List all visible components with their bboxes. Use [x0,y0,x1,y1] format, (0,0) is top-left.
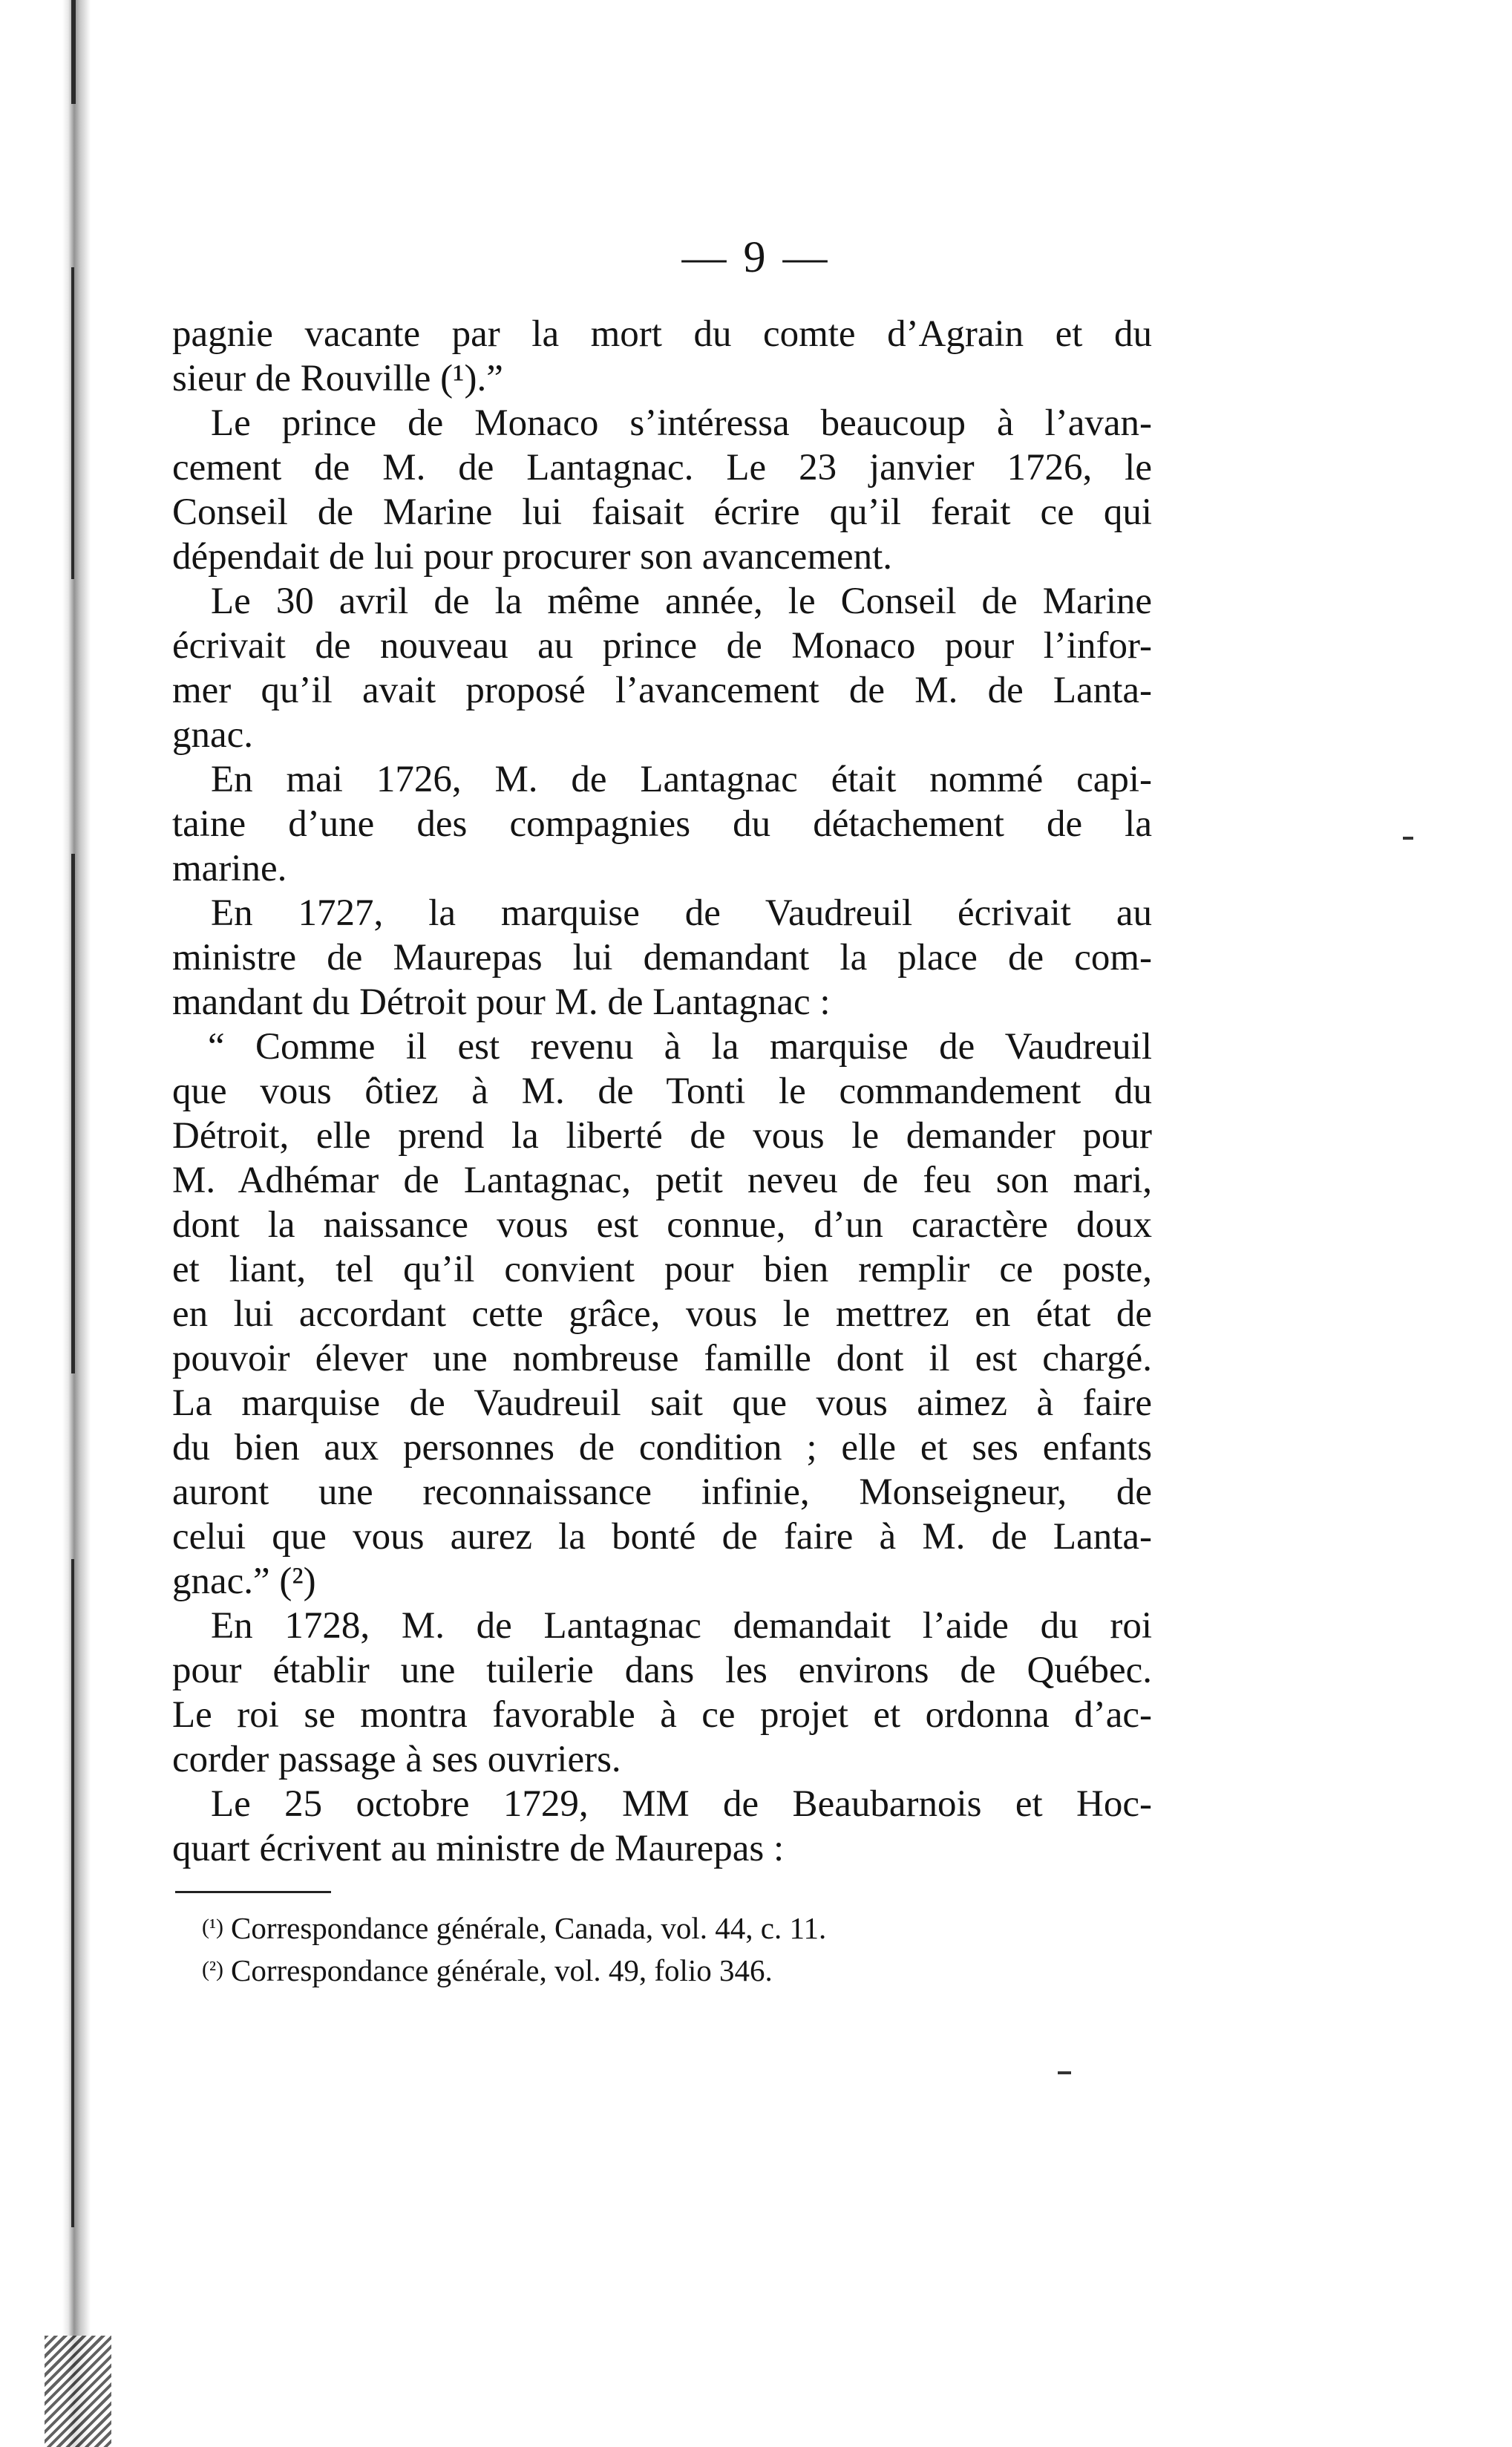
text-line: en lui accordant cette grâce, vous le mettrez en état de [172,1293,1152,1335]
stray-mark [1403,837,1413,840]
text-line: quart écrivent au ministre de Maurepas : [172,1828,785,1869]
text-line: ministre de Maurepas lui demandant la place de com- [172,937,1152,979]
stray-mark [1058,2071,1071,2074]
text-line: gnac. [172,714,254,756]
text-line: dépendait de lui pour procurer son avancement. [172,536,893,578]
text-line: et liant, tel qu’il convient pour bien remplir ce poste, [172,1249,1152,1290]
text-line: Le 25 octobre 1729, MM de Beaubarnois et Hoc- [211,1783,1152,1825]
text-line: sieur de Rouville (¹).” [172,358,503,399]
binding-scratch [71,0,76,104]
binding-scratch [71,267,74,579]
text-line: Le roi se montra favorable à ce projet et ordonna d’ac- [172,1694,1152,1736]
text-line: que vous ôtiez à M. de Tonti le commandement du [172,1071,1152,1112]
text-line: La marquise de Vaudreuil sait que vous aimez à faire [172,1382,1152,1424]
text-line: du bien aux personnes de condition ; elle et ses enfants [172,1427,1152,1468]
text-line: corder passage à ses ouvriers. [172,1739,621,1780]
text-line: auront une reconnaissance infinie, Monseigneur, de [172,1471,1152,1513]
text-line: gnac.” (²) [172,1561,316,1602]
text-line: pouvoir élever une nombreuse famille dont il est chargé. [172,1338,1152,1379]
text-line: taine d’une des compagnies du détachement de la [172,803,1152,845]
text-line: écrivait de nouveau au prince de Monaco pour l’infor- [172,625,1152,667]
text-line: pour établir une tuilerie dans les environs de Québec. [172,1650,1152,1691]
text-line: En 1728, M. de Lantagnac demandait l’aide du roi [211,1605,1152,1647]
binding-scratch [71,1559,74,2227]
footnote [202,1949,1093,1991]
text-line: pagnie vacante par la mort du comte d’Agrain et du [172,313,1152,355]
footnote-separator [175,1891,331,1893]
text-line: Détroit, elle prend la liberté de vous le demander pour [172,1115,1152,1157]
text-line: En mai 1726, M. de Lantagnac était nommé capi- [211,759,1152,800]
text-line: M. Adhémar de Lantagnac, petit neveu de feu son mari, [172,1160,1152,1201]
binding-ink-blot [45,2336,111,2447]
footnotes [202,1907,1093,1991]
text-line: cement de M. de Lantagnac. Le 23 janvier 1726, le [172,447,1152,489]
footnote-mark: (¹) [202,1915,223,1939]
text-line: celui que vous aurez la bonté de faire à M. de Lanta- [172,1516,1152,1558]
text-line: Conseil de Marine lui faisait écrire qu’il ferait ce qui [172,491,1152,533]
text-line: mer qu’il avait proposé l’avancement de M. de Lanta- [172,670,1152,711]
footnote-text: Correspondance générale, Canada, vol. 44, c. 11. [230,1911,827,1945]
binding-edge-shadow [0,0,111,2447]
text-line: En 1727, la marquise de Vaudreuil écrivait au [211,892,1152,934]
text-line: mandant du Détroit pour M. de Lantagnac : [172,981,831,1023]
footnote [202,1907,1093,1949]
text-line: Le 30 avril de la même année, le Conseil de Marine [211,581,1152,622]
body-text [172,312,1152,1871]
footnote-text: Correspondance générale, vol. 49, folio 346. [230,1953,773,1987]
text-line: Le prince de Monaco s’intéressa beaucoup à l’avan- [211,402,1152,444]
footnote-mark: (²) [202,1957,223,1982]
text-line: dont la naissance vous est connue, d’un caractère doux [172,1204,1152,1246]
text-line: “ Comme il est revenu à la marquise de Vaudreuil [208,1026,1152,1068]
text-line: marine. [172,848,287,889]
page-number: — 9 — [681,232,831,281]
binding-scratch [71,854,75,1373]
